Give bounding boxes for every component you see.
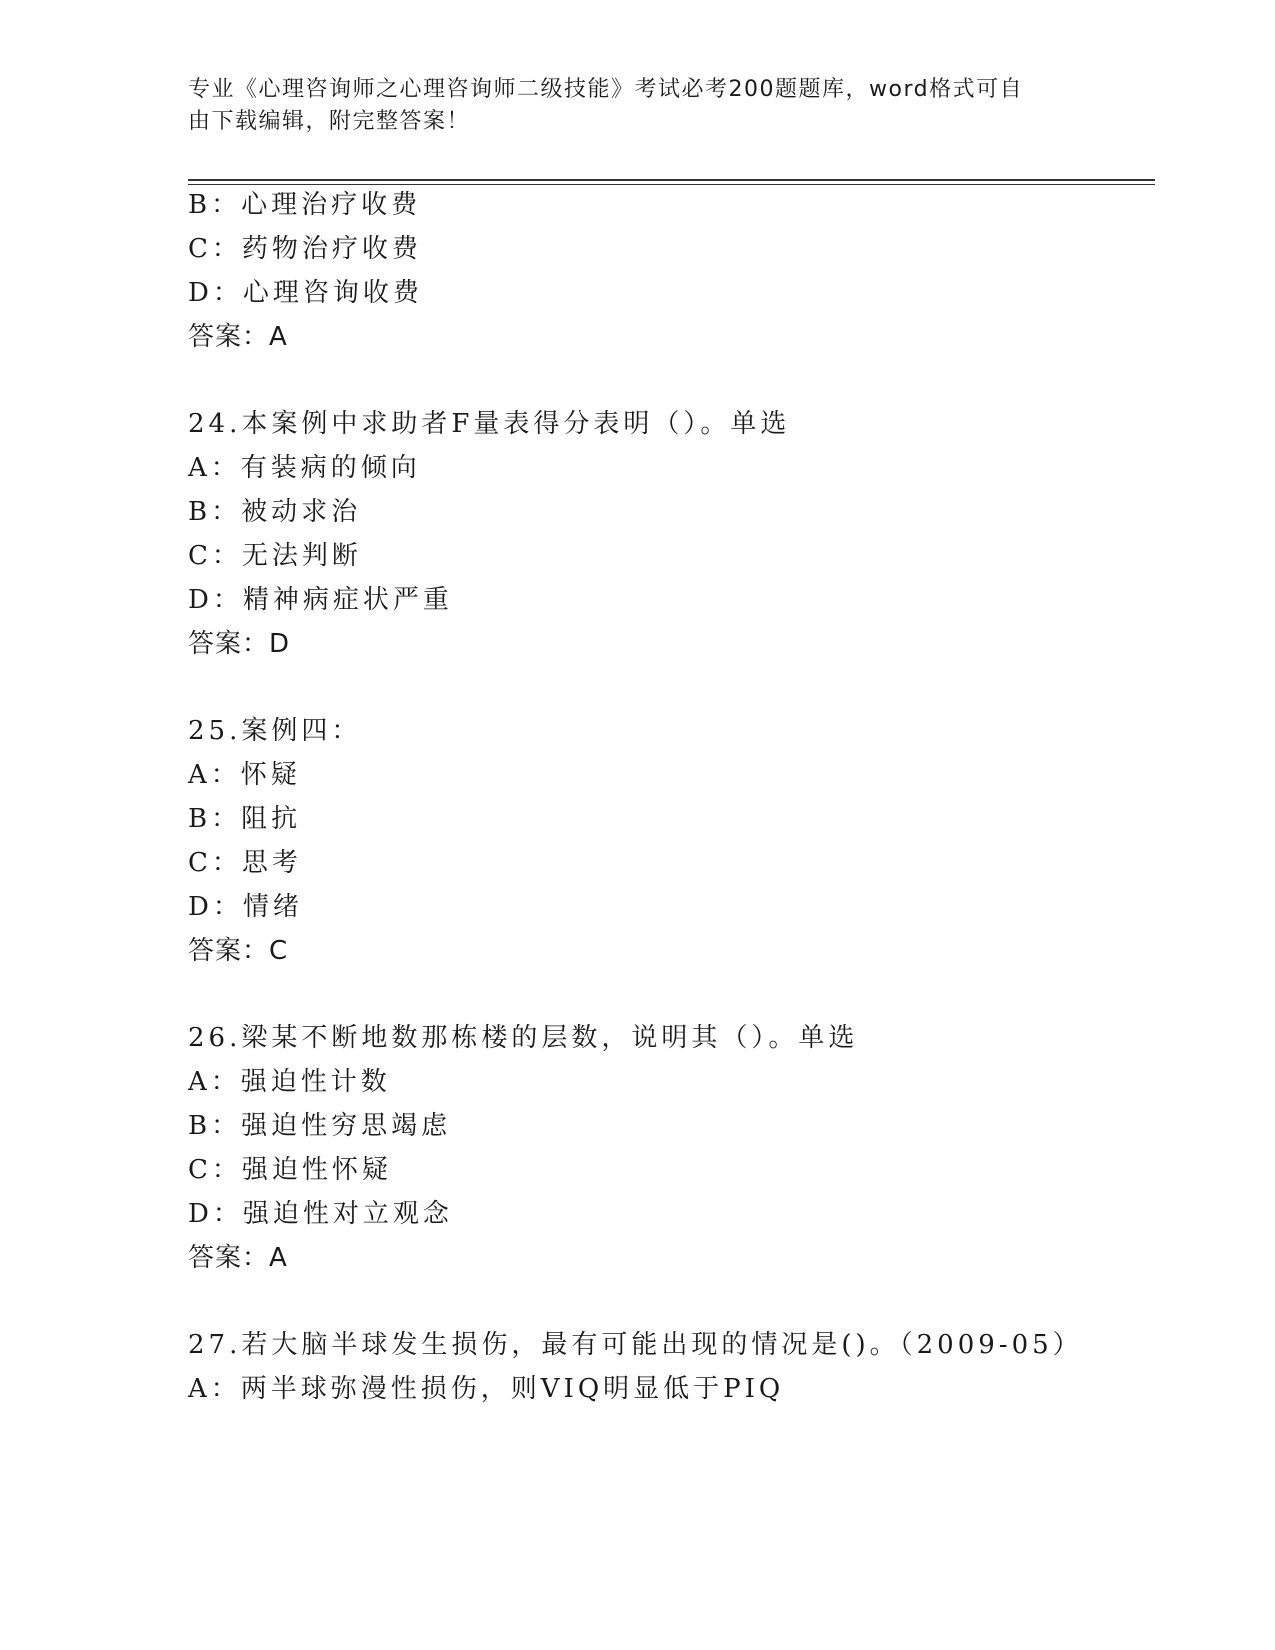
q27-option-a: A：两半球弥漫性损伤，则VIQ明显低于PIQ	[188, 1374, 785, 1404]
q26-option-a: A：强迫性计数	[188, 1067, 391, 1097]
q25-option-d: D：情绪	[188, 892, 303, 922]
q26-answer: 答案：A	[188, 1243, 288, 1273]
q24-answer: 答案：D	[188, 629, 291, 659]
q25-stem: 25.案例四：	[188, 716, 362, 746]
q24-stem: 24.本案例中求助者F量表得分表明（）。单选	[188, 409, 791, 439]
q23-answer: 答案：A	[188, 322, 288, 352]
q23-option-d: D：心理咨询收费	[188, 278, 423, 308]
q24-option-c: C：无法判断	[188, 541, 362, 571]
q23-option-c: C：药物治疗收费	[188, 234, 422, 264]
q25-option-b: B：阻抗	[188, 804, 302, 834]
header-divider-thin	[188, 184, 1155, 185]
q25-option-c: C：思考	[188, 848, 302, 878]
q27-stem: 27.若大脑半球发生损伤，最有可能出现的情况是()。（2009-05）	[188, 1330, 1083, 1360]
q24-option-a: A：有装病的倾向	[188, 453, 421, 483]
q26-stem: 26.梁某不断地数那栋楼的层数，说明其（）。单选	[188, 1023, 859, 1053]
q24-option-b: B：被动求治	[188, 497, 362, 527]
header-line-2: 由下载编辑，附完整答案！	[188, 109, 471, 134]
q26-option-d: D：强迫性对立观念	[188, 1199, 453, 1229]
document-header	[188, 74, 1068, 138]
q26-option-b: B：强迫性穷思竭虑	[188, 1111, 452, 1141]
q25-option-a: A：怀疑	[188, 760, 301, 790]
q24-option-d: D：精神病症状严重	[188, 585, 453, 615]
q26-option-c: C：强迫性怀疑	[188, 1155, 392, 1185]
header-divider	[188, 179, 1155, 181]
q23-option-b: B：心理治疗收费	[188, 190, 422, 220]
header-line-1: 专业《心理咨询师之心理咨询师二级技能》考试必考200题题库，word格式可自	[188, 77, 1024, 102]
q25-answer: 答案：C	[188, 936, 289, 966]
